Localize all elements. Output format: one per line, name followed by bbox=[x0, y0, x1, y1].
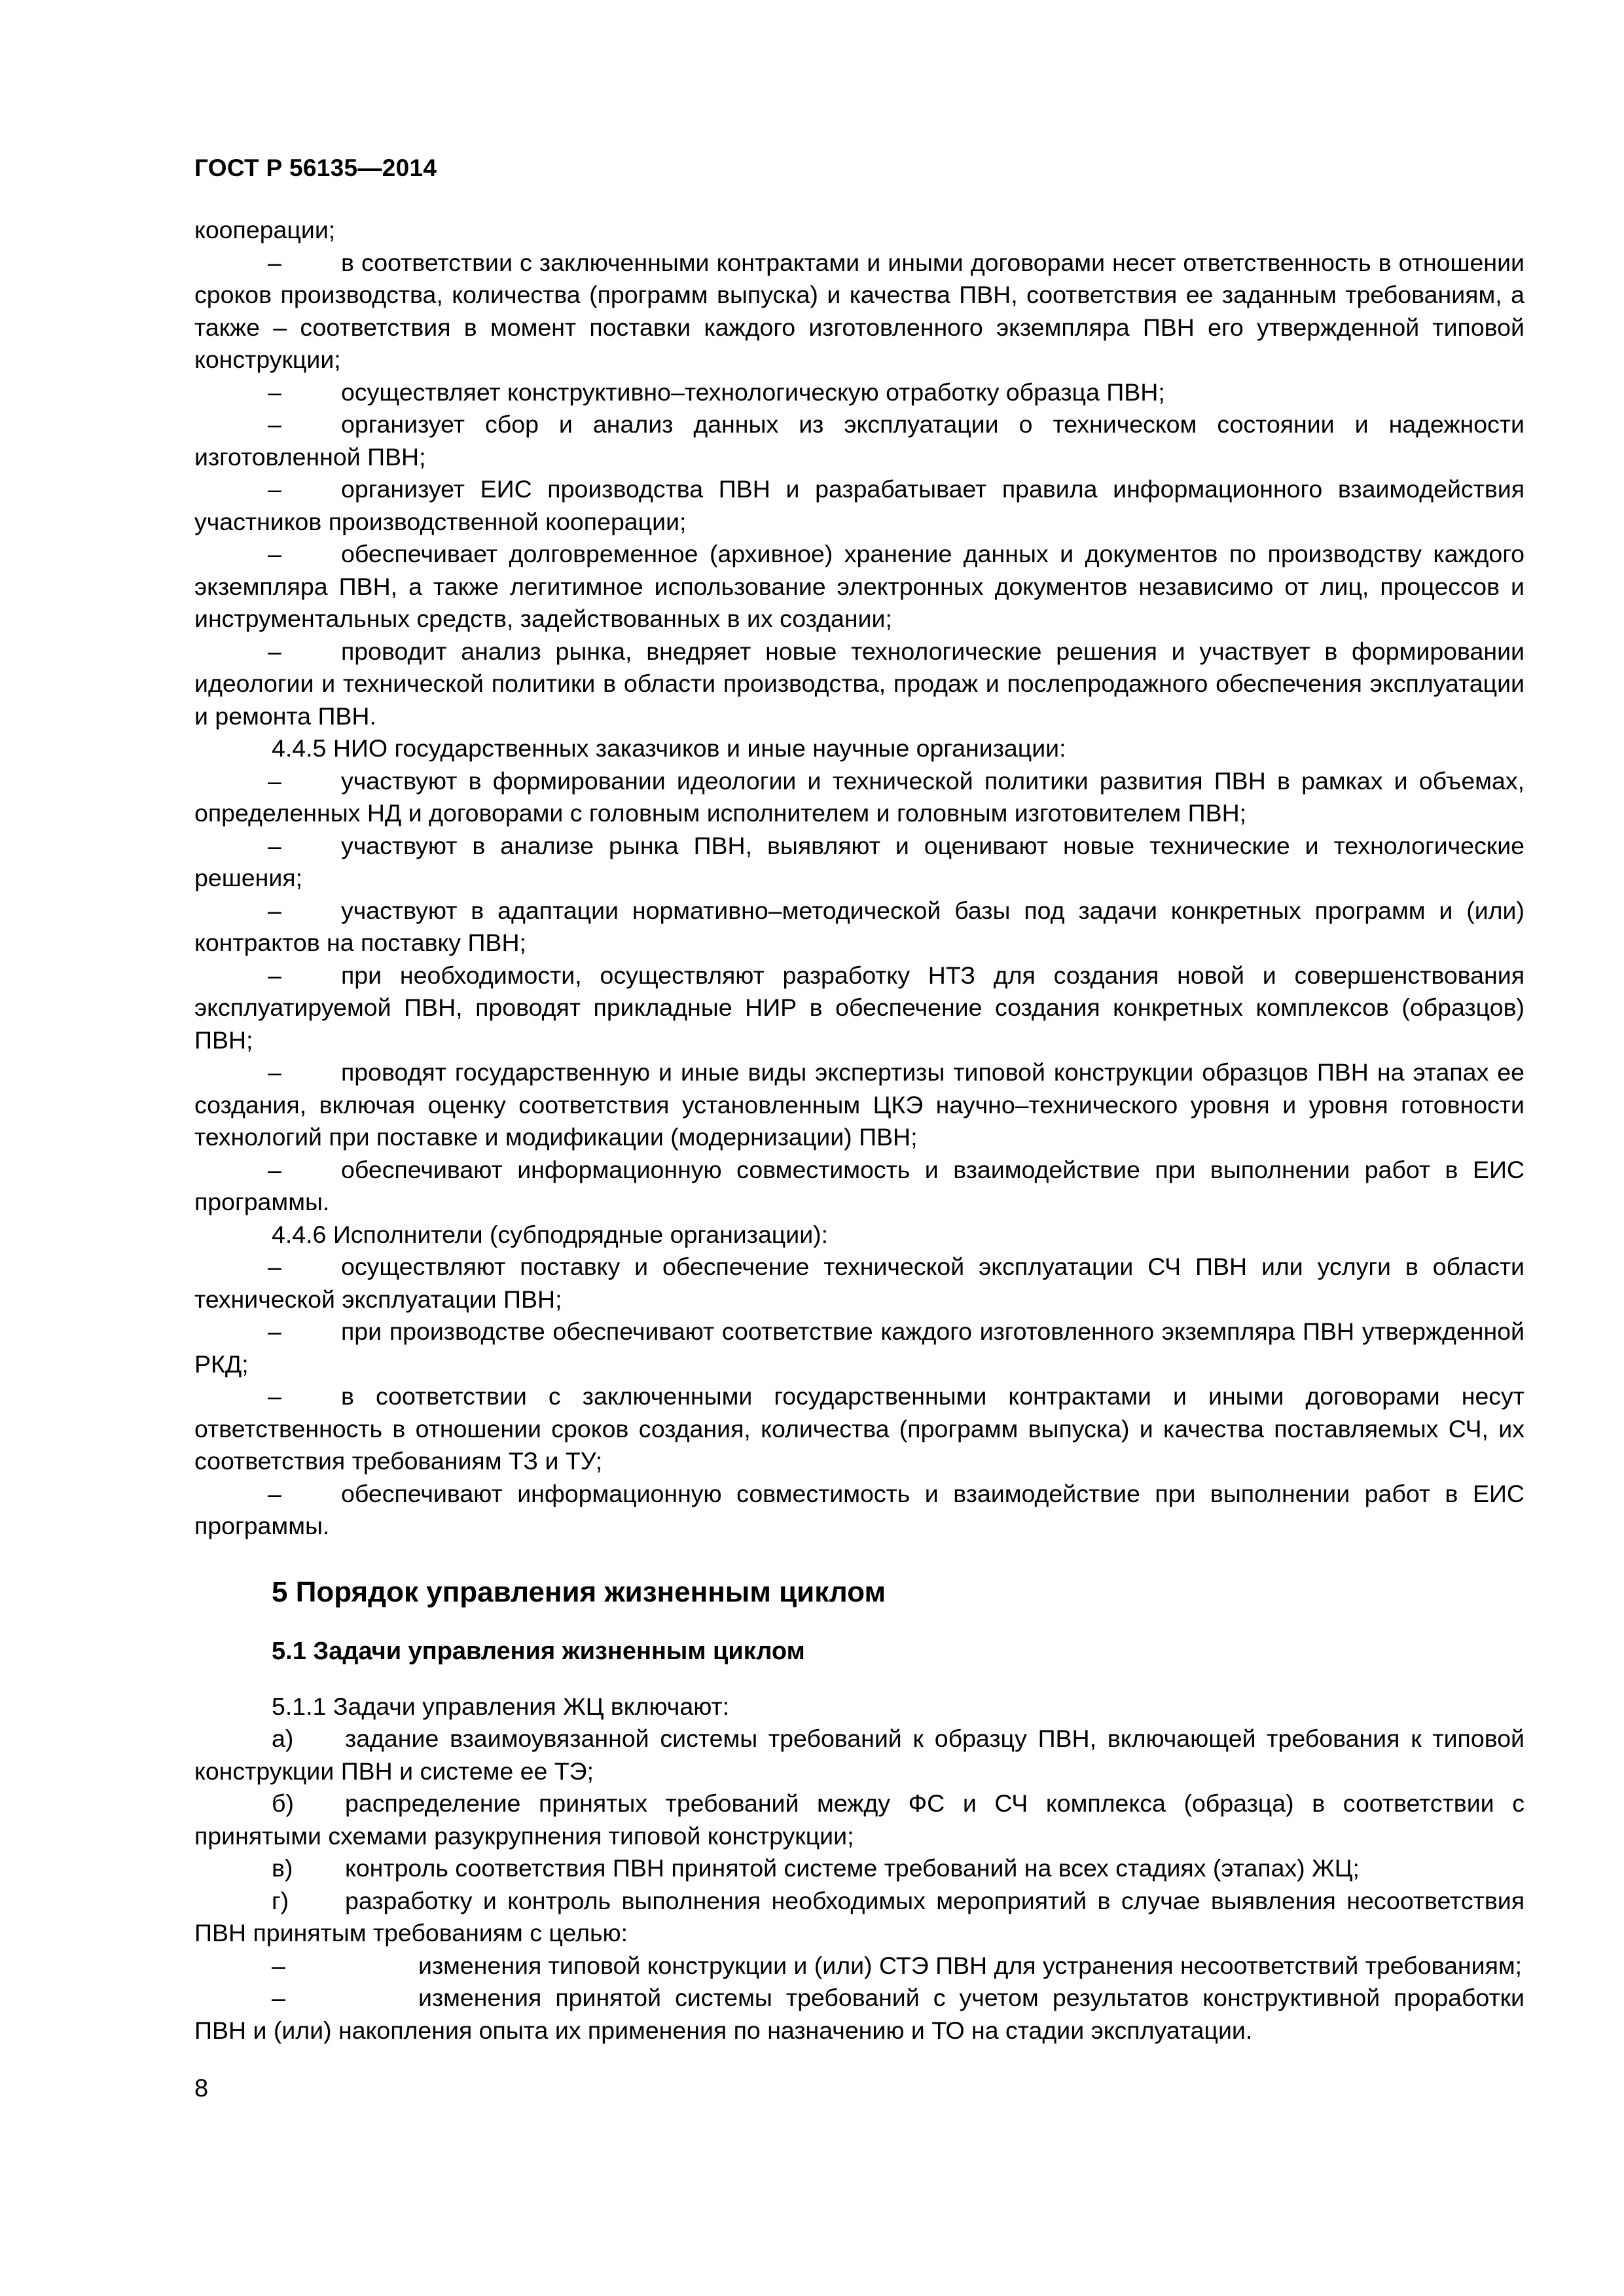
sub-list-item-text: изменения типовой конструкции и (или) СТЭ ПВН для устранения несоответствий требованиям; bbox=[418, 1951, 1523, 1979]
dash-marker: – bbox=[268, 410, 281, 438]
list-item bbox=[194, 247, 1525, 376]
list-item-text: организует сбор и анализ данных из эксплуатации о техническом состоянии и надежности изготовленной ПВН; bbox=[194, 410, 1525, 471]
list-item-text: при производстве обеспечивают соответствие каждого изготовленного экземпляра ПВН утвержденной РКД; bbox=[194, 1318, 1525, 1378]
dash-marker: – bbox=[268, 540, 281, 567]
dash-marker: – bbox=[268, 896, 281, 924]
page-number: 8 bbox=[194, 2075, 209, 2102]
dash-marker: – bbox=[268, 961, 281, 989]
document-code-header: ГОСТ Р 56135—2014 bbox=[194, 154, 437, 181]
list-item bbox=[194, 960, 1525, 1057]
list-item bbox=[194, 1056, 1525, 1154]
dash-marker: – bbox=[268, 1318, 281, 1345]
list-item-text: обеспечивает долговременное (архивное) хранение данных и документов по производству каждого экземпляра ПВН, а также легитимное использование электронных документов независимо от лиц, процессов и инструментальных средств, задействованных в их создании; bbox=[194, 540, 1525, 632]
list-item bbox=[194, 636, 1525, 733]
dash-marker: – bbox=[268, 1382, 281, 1410]
dash-marker: – bbox=[268, 475, 281, 503]
list-item bbox=[194, 1251, 1525, 1316]
letter-marker: а) bbox=[272, 1725, 294, 1752]
dash-marker: – bbox=[268, 1253, 281, 1280]
lettered-item-text: задание взаимоувязанной системы требований к образцу ПВН, включающей требования к типовой конструкции ПВН и системе ее ТЭ; bbox=[194, 1725, 1525, 1785]
dash-marker: – bbox=[268, 1479, 281, 1507]
page-body bbox=[194, 214, 1525, 2047]
sub-list-item-text: изменения принятой системы требований с учетом результатов конструктивной проработки ПВН и (или) накопления опыта их применения по назначению и ТО на стадии эксплуатации. bbox=[194, 1984, 1525, 2044]
section-5-1-heading: 5.1 Задачи управления жизненным циклом bbox=[272, 1637, 805, 1665]
lettered-item bbox=[194, 1723, 1525, 1787]
lettered-item-text: контроль соответствия ПВН принятой системе требований на всех стадиях (этапах) ЖЦ; bbox=[345, 1854, 1360, 1882]
list-item bbox=[194, 538, 1525, 636]
letter-marker: в) bbox=[272, 1854, 293, 1882]
dash-marker: – bbox=[272, 1951, 285, 1979]
list-item-text: в соответствии с заключенными контрактами и иными договорами несет ответственность в отношении сроков производства, количества (программ выпуска) и качества ПВН, соответствия ее заданным требованиям, а также – соответствия в момент поставки каждого изготовленного экземпляра ПВН его утвержденной типовой конструкции; bbox=[194, 248, 1525, 373]
list-item bbox=[194, 1316, 1525, 1380]
letter-marker: г) bbox=[272, 1886, 289, 1914]
sub-list-item bbox=[194, 1982, 1525, 2047]
continuation-text: кооперации; bbox=[194, 216, 336, 243]
list-item bbox=[194, 765, 1525, 830]
letter-marker: б) bbox=[272, 1789, 294, 1817]
list-item-text: участвуют в формировании идеологии и технической политики развития ПВН в рамках и объемах, определенных НД и договорами с головным исполнителем и головным изготовителем ПВН; bbox=[194, 766, 1525, 827]
section-5-heading: 5 Порядок управления жизненным циклом bbox=[272, 1575, 886, 1608]
list-item bbox=[194, 376, 1525, 409]
lettered-item bbox=[194, 1787, 1525, 1852]
dash-marker: – bbox=[268, 831, 281, 859]
list-item bbox=[194, 830, 1525, 895]
list-item-text: в соответствии с заключенными государственными контрактами и иными договорами несут ответственность в отношении сроков создания, количества (программ выпуска) и качества поставляемых СЧ, их соответствия требованиям ТЗ и ТУ; bbox=[194, 1382, 1525, 1475]
list-item-text: участвуют в анализе рынка ПВН, выявляют и оценивают новые технические и технологические решения; bbox=[194, 831, 1525, 891]
list-item-text: обеспечивают информационную совместимость и взаимодействие при выполнении работ в ЕИС программы. bbox=[194, 1479, 1525, 1539]
list-item-text: организует ЕИС производства ПВН и разрабатывает правила информационного взаимодействия участников производственной кооперации; bbox=[194, 475, 1525, 535]
dash-marker: – bbox=[268, 378, 281, 406]
list-item bbox=[194, 1154, 1525, 1219]
dash-marker: – bbox=[268, 248, 281, 276]
dash-marker: – bbox=[268, 1058, 281, 1086]
list-item bbox=[194, 895, 1525, 960]
dash-marker: – bbox=[268, 1155, 281, 1183]
list-item bbox=[194, 473, 1525, 538]
list-item-text: обеспечивают информационную совместимость и взаимодействие при выполнении работ в ЕИС программы. bbox=[194, 1155, 1525, 1215]
lettered-item bbox=[194, 1852, 1525, 1885]
clause-4-4-5: 4.4.5 НИО государственных заказчиков и иные научные организации: bbox=[272, 734, 1066, 762]
clause-5-1-1: 5.1.1 Задачи управления ЖЦ включают: bbox=[272, 1692, 730, 1720]
list-item-text: проводит анализ рынка, внедряет новые технологические решения и участвует в формировании идеологии и технической политики в области производства, продаж и послепродажного обеспечения эксплуатации и ремонта ПВН. bbox=[194, 637, 1525, 730]
dash-marker: – bbox=[268, 766, 281, 795]
list-item-text: участвуют в адаптации нормативно–методической базы под задачи конкретных программ и (или) контрактов на поставку ПВН; bbox=[194, 896, 1525, 956]
list-item bbox=[194, 1380, 1525, 1478]
dash-marker: – bbox=[268, 637, 281, 665]
dash-marker: – bbox=[272, 1984, 285, 2011]
list-item-text: при необходимости, осуществляют разработку НТЗ для создания новой и совершенствования эксплуатируемой ПВН, проводят прикладные НИР в обеспечение создания конкретных комплексов (образцов) ПВН; bbox=[194, 961, 1525, 1054]
list-item-text: осуществляет конструктивно–технологическую отработку образца ПВН; bbox=[341, 378, 1165, 406]
list-item-text: проводят государственную и иные виды экспертизы типовой конструкции образцов ПВН на этапах ее создания, включая оценку соответствия установленным ЦКЭ научно–технического уровня и уровня готовности технологий при поставке и модификации (модернизации) ПВН; bbox=[194, 1058, 1525, 1151]
list-item-text: осуществляют поставку и обеспечение технической эксплуатации СЧ ПВН или услуги в области технической эксплуатации ПВН; bbox=[194, 1253, 1525, 1313]
lettered-item bbox=[194, 1885, 1525, 1950]
lettered-item-text: разработку и контроль выполнения необходимых мероприятий в случае выявления несоответствия ПВН принятым требованиям с целью: bbox=[194, 1886, 1525, 1946]
clause-4-4-6: 4.4.6 Исполнители (субподрядные организации): bbox=[272, 1220, 829, 1248]
sub-list-item bbox=[194, 1950, 1525, 1982]
list-item bbox=[194, 1478, 1525, 1543]
lettered-item-text: распределение принятых требований между ФС и СЧ комплекса (образца) в соответствии с принятыми схемами разукрупнения типовой конструкции; bbox=[194, 1789, 1525, 1850]
list-item bbox=[194, 408, 1525, 473]
